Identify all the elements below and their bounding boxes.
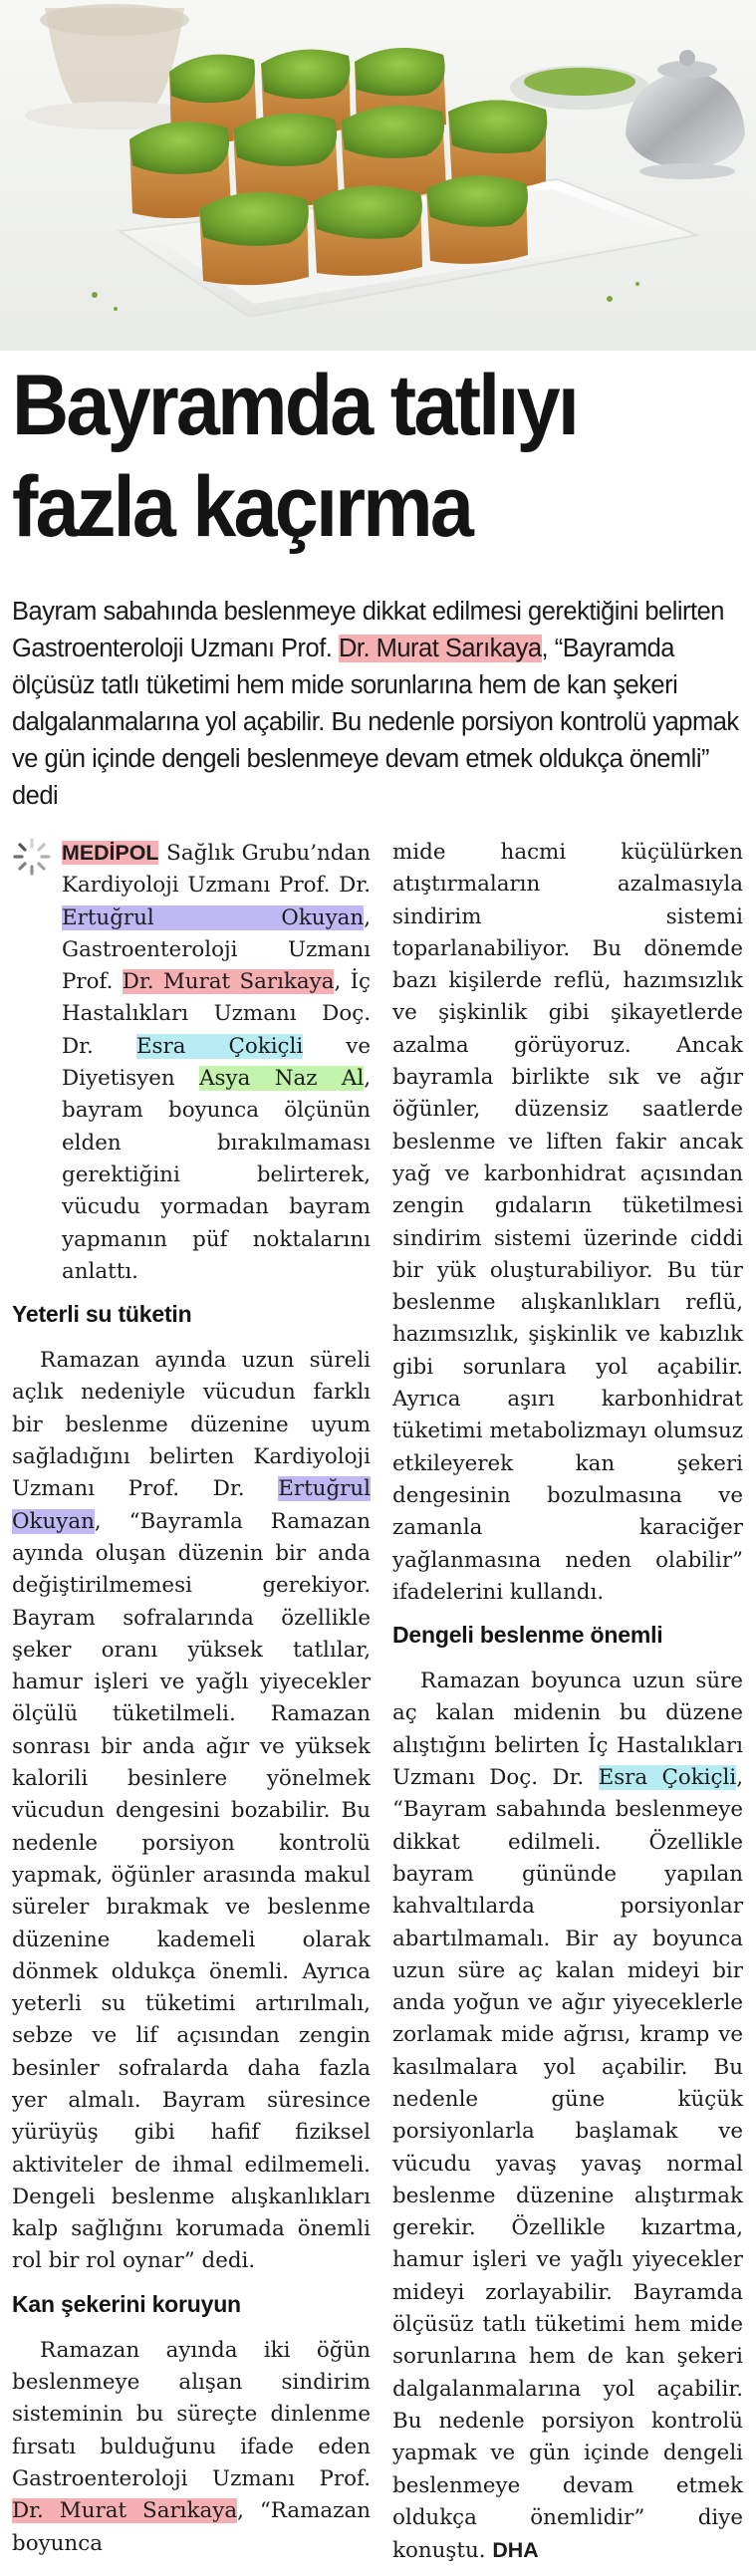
spinner-icon: [12, 837, 52, 877]
subheading-su: Yeterli su tüketin: [12, 1301, 192, 1328]
subheading-dengeli: Dengeli beslenme önemli: [392, 1622, 663, 1649]
headline-line-1: Bayramda tatlıyı: [12, 358, 578, 453]
intro-block: [12, 837, 371, 1288]
subheading-kan-sekeri: Kan şekerini koruyun: [12, 2290, 241, 2317]
headline: [12, 355, 690, 558]
news-agency-credit: DHA: [492, 2538, 539, 2563]
headline-line-2: fazla kaçırma: [12, 459, 472, 555]
baklava-photo: [0, 0, 756, 351]
lead-paragraph: Bayram sabahında beslenmeye dikkat edilmesi gerektiğini belirten Gastroenteroloji Uzmanı Prof. Dr. Murat Sarıkaya, “Bayramda ölçüsüz tatlı tüketimi hem mide sorunlarına hem de kan şekeri dalgalanmalarına yol açabilir. Bu nedenle porsiyon kontrolü yapmak ve gün içinde dengeli beslenmeye devam etmek oldukça önemli” dedi: [12, 598, 739, 810]
section2-paragraph: Ramazan ayında iki öğün beslenmeye alışan sindirim sisteminin bu süreçte dinlenme fırsatı bulduğunu ifade eden Gastroenteroloji Uzmanı Prof. Dr. Murat Sarıkaya, “Ramazan boyunca: [12, 2337, 371, 2556]
left-column: [12, 837, 371, 2560]
intro-paragraph: MEDİPOL Sağlık Grubu’ndan Kardiyoloji Uzmanı Prof. Dr. Ertuğrul Okuyan, Gastroenteroloji Uzmanı Prof. Dr. Murat Sarıkaya, İç Hastalıkları Uzmanı Doç. Dr. Esra Çokiçli ve Diyetisyen Asya Naz Al, bayram boyunca ölçünün elden bırakılmaması gerektiğini belirterek, vücudu yormadan bayram yapmanın püf noktalarını anlattı.: [62, 841, 372, 1284]
right-column: [392, 837, 743, 2567]
section3-paragraph: Ramazan boyunca uzun süre aç kalan midenin bu düzene alıştığını belirten İç Hastalıkları Uzmanı Doç. Dr. Esra Çokiçli, “Bayram sabahında beslenmeye dikkat edilmeli. Özellikle bayram gününde yapılan kahvaltılarda porsiyonlar abartılmamalı. Bir ay boyunca uzun süre aç kalan mideyi bir anda yoğun ve ağır yiyeceklerle zorlamak mide ağrısı, kramp ve kasılmalara yol açabilir. Bu nedenle güne küçük porsiyonlarla başlamak ve vücudu yavaş yavaş normal beslenme düzenine alıştırmak gerekir. Özellikle kızartma, hamur işleri ve yağlı yiyecekler mideyi zorlayabilir. Bayramda ölçüsüz tatlı tüketimi hem mide sorunlarına hem de kan şekeri dalgalanmalarına yol açabilir. Bu nedenle porsiyon kontrolü yapmak ve gün içinde dengeli beslenmeye devam etmek oldukça önemlidir” diye konuştu. DHA: [392, 1669, 743, 2564]
section1-paragraph: Ramazan ayında uzun süreli açlık nedeniyle vücudun farklı bir beslenme düzenine uyum sağladığını belirten Kardiyoloji Uzmanı Prof. Dr. Ertuğrul Okuyan, “Bayramla Ramazan ayında oluşan düzenin bir anda değiştirilmemesi gerekiyor. Bayram sofralarında özellikle şeker oranı yüksek tatlılar, hamur işleri ve yağlı yiyecekler ölçülü tüketilmeli. Ramazan sonrası bir anda ağır ve yüksek kalorili besinlere yönelmek vücudun dengesini bozabilir. Bu nedenle porsiyon kontrolü yapmak, öğünler arasında makul süreler bırakmak ve beslenme düzenine kademeli olarak dönmek oldukça önemli. Ayrıca yeterli su tüketimi artırılmalı, sebze ve lif açısından zengin besinler sofralarda daha fazla yer almalı. Bayram süresince yürüyüş gibi hafif fiziksel aktiviteler de ihmal edilmemeli. Dengeli beslenme alışkanlıkları kalp sağlığını korumada önemli rol bir rol oynar” dedi.: [12, 1348, 371, 2274]
brand-name: MEDİPOL: [62, 841, 159, 865]
right-paragraph-1: mide hacmi küçülürken atıştırmaların azalmasıyla sindirim sistemi toparlanabiliyor. Bu dönemde bazı kişilerde reflü, hazımsızlık ve şişkinlik gibi şikayetlerde azalma görüyoruz. Ancak bayramla birlikte sık ve ağır öğünler, düzensiz saatlerde beslenme ve liften fakir ancak yağ ve karbonhidrat açısından zengin gıdaların tüketilmesi sindirim sistemi üzerinde ciddi bir yük oluşturabiliyor. Bu tür beslenme alışkanlıkları reflü, hazımsızlık, şişkinlik ve kabızlık gibi sorunlara yol açabilir. Ayrıca aşırı karbonhidrat tüketimi metabolizmayı olumsuz etkileyerek kan şekeri dengesinin bozulmasına ve zamanla karaciğer yağlanmasına neden olabilir” ifadelerini kullandı.: [392, 840, 743, 1605]
highlight-name: Dr. Murat Sarıkaya: [338, 635, 542, 662]
